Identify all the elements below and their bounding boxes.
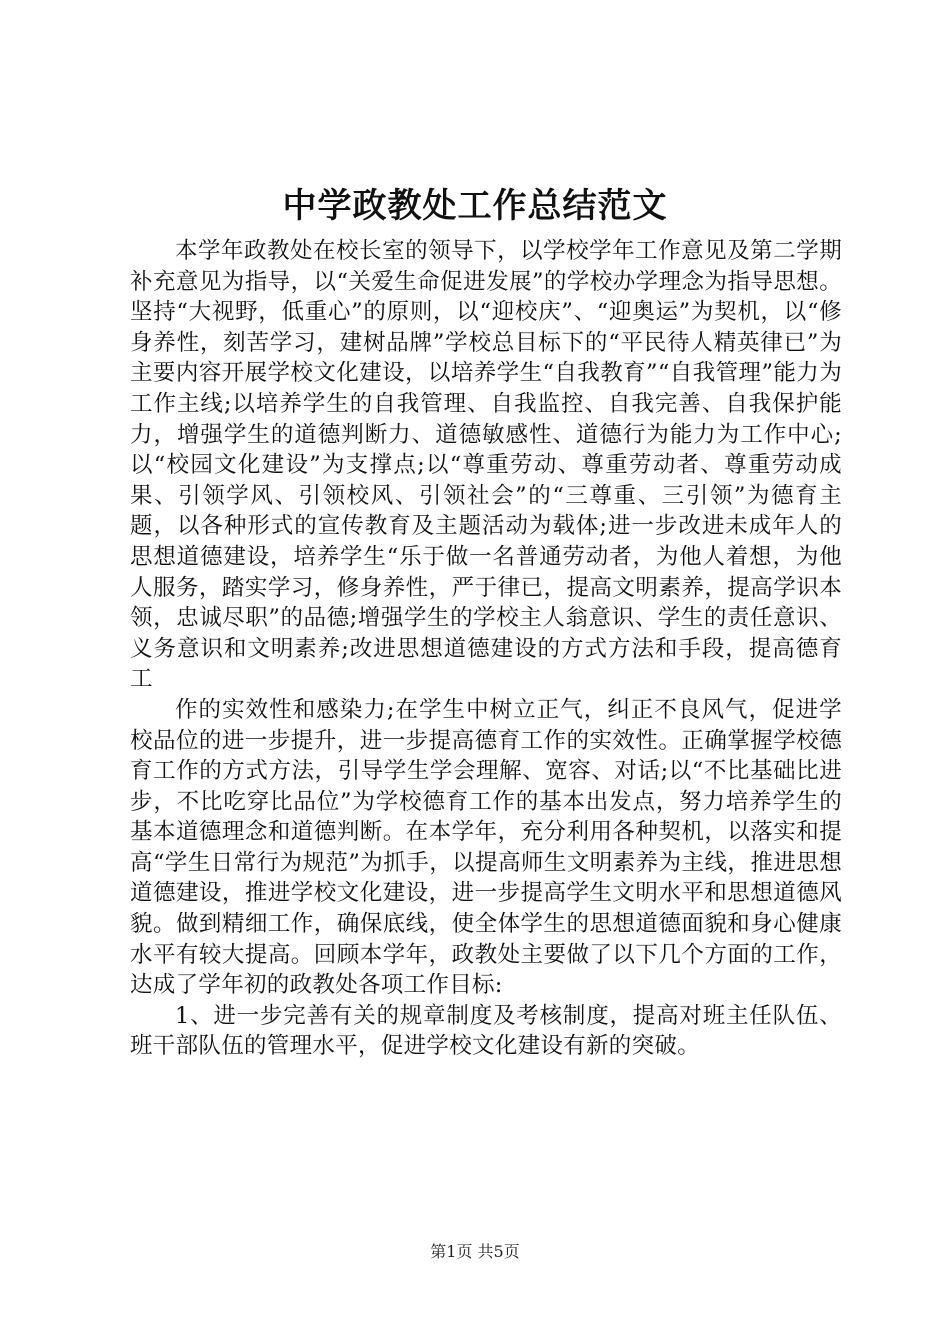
paragraph-3: 1、进一步完善有关的规章制度及考核制度，提高对班主任队伍、班干部队伍的管理水平，促进学校文化建设有新的突破。 <box>130 1002 842 1060</box>
paragraph-2: 作的实效性和感染力;在学生中树立正气，纠正不良风气，促进学校品位的进一步提升，进一步提高德育工作的实效性。正确掌握学校德育工作的方式方法，引导学生学会理解、宽容、对话;以“不比基础比进步，不比吃穿比品位”为学校德育工作的基本出发点，努力培养学生的基本道德理念和道德判断。在本学年，充分利用各种契机，以落实和提高“学生日常行为规范”为抓手，以提高师生文明素养为主线，推进思想道德建设，推进学校文化建设，进一步提高学生文明水平和思想道德风貌。做到精细工作，确保底线，使全体学生的思想道德面貌和身心健康水平有较大提高。回顾本学年，政教处主要做了以下几个方面的工作，达成了学年初的政教处各项工作目标: <box>130 696 842 999</box>
document-title: 中学政教处工作总结范文 <box>282 186 668 226</box>
paragraph-1: 本学年政教处在校长室的领导下，以学校学年工作意见及第二学期补充意见为指导，以“关爱生命促进发展”的学校办学理念为指导思想。坚持“大视野，低重心”的原则，以“迎校庆”、“迎奥运”为契机，以“修身养性，刻苦学习，建树品牌”学校总目标下的“平民待人精英律已”为主要内容开展学校文化建设，以培养学生“自我教育”“自我管理”能力为工作主线;以培养学生的自我管理、自我监控、自我完善、自我保护能力，增强学生的道德判断力、道德敏感性、道德行为能力为工作中心;以“校园文化建设”为支撑点;以“尊重劳动、尊重劳动者、尊重劳动成果、引领学风、引领校风、引领社会”的“三尊重、三引领”为德育主题，以各种形式的宣传教育及主题活动为载体;进一步改进未成年人的思想道德建设，培养学生“乐于做一名普通劳动者，为他人着想，为他人服务，踏实学习，修身养性，严于律已，提高文明素养，提高学识本领，忠诚尽职”的品德;增强学生的学校主人翁意识、学生的责任意识、义务意识和文明素养;改进思想道德建设的方式方法和手段，提高德育工 <box>130 238 842 693</box>
page-number-footer: 第1页 共5页 <box>430 1242 520 1261</box>
document-body <box>130 236 842 1062</box>
